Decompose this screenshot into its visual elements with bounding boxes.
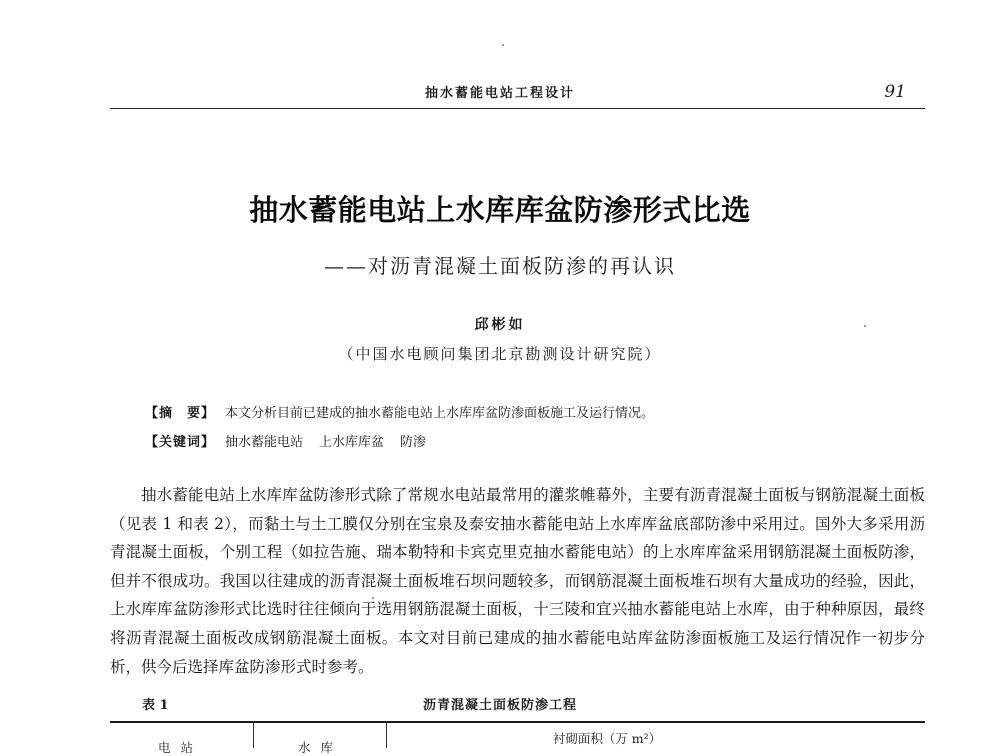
table-caption: 沥青混凝土面板防渗工程 <box>422 698 577 713</box>
running-title: 抽水蓄能电站工程设计 <box>424 86 575 101</box>
keyword-item: 上水库库盆 <box>319 435 385 450</box>
abstract-text: 本文分析目前已建成的抽水蓄能电站上水库库盆防渗面板施工及运行情况。 <box>225 406 655 421</box>
keyword-item: 防渗 <box>400 435 427 450</box>
table-column-divider <box>253 721 254 748</box>
scan-speck <box>502 44 504 46</box>
body-paragraph: 抽水蓄能电站上水库库盆防渗形式除了常规水电站最常用的灌浆帷幕外，主要有沥青混凝土面板与钢筋混凝土面板（见表 1 和表 2），而黏土与土工膜仅分别在宝泉及泰安抽水蓄能电站上水库库盆底部防渗中采用过。国外大多采用沥青混凝土面板，个别工程（如拉告施、瑞本勒特和卡宾克里克抽水蓄能电站）的上水库库盆采用钢筋混凝土面板防渗，但并不很成功。我国以往建成的沥青混凝土面板堆石坝问题较多，而钢筋混凝土面板堆石坝有大量成功的经验，因此，上水库库盆防渗形式比选时往往倾向于选用钢筋混凝土面板，十三陵和宜兴抽水蓄能电站上水库，由于种种原因，最终将沥青混凝土面板改成钢筋混凝土面板。本文对目前已建成的抽水蓄能电站库盆防渗面板施工及运行情况作一初步分析，供今后选择库盆防渗形式时参考。 <box>110 486 925 676</box>
author-affiliation: （中国水电顾问集团北京勘测设计研究院） <box>338 345 662 363</box>
abstract-label: 【摘 要】 <box>145 406 216 421</box>
scan-speck <box>864 325 866 327</box>
table-top-rule <box>110 721 925 723</box>
scan-speck <box>372 597 374 599</box>
table-header-reservoir: 水库 <box>298 740 344 755</box>
keywords-label: 【关键词】 <box>145 435 216 450</box>
page-number: 91 <box>884 82 906 102</box>
paper-subtitle: ——对沥青混凝土面板防渗的再认识 <box>324 254 676 278</box>
keyword-item: 抽水蓄能电站 <box>225 435 304 450</box>
abstract <box>145 402 925 421</box>
table-header-station: 电站 <box>158 740 204 755</box>
table-label: 表 1 <box>142 698 169 713</box>
header-rule <box>110 108 925 109</box>
table-header-lining-area: 衬砌面积（万 m²） <box>552 731 662 746</box>
keywords <box>145 431 925 450</box>
paper-title: 抽水蓄能电站上水库库盆防渗形式比选 <box>249 193 751 227</box>
author-name: 邱彬如 <box>474 317 526 333</box>
